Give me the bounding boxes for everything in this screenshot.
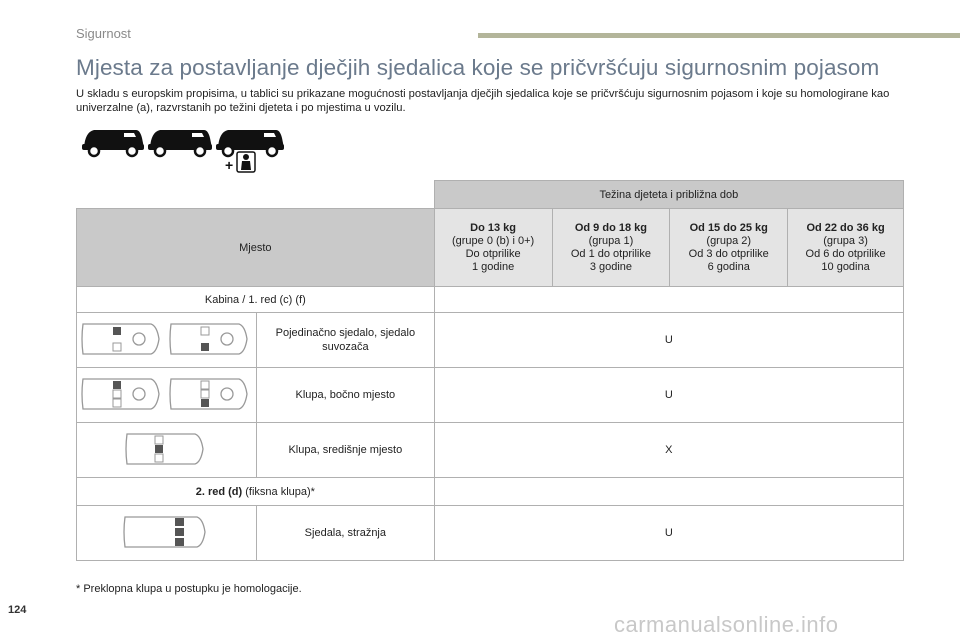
seat-diagram-cell [77, 313, 257, 368]
seat-diagram-bench-center [77, 424, 255, 474]
van-short-icon [82, 130, 144, 156]
page-title: Mjesta za postavljanje dječjih sjedalica koje se pričvršćuju sigurnosnim pojasom [76, 55, 880, 80]
table-blank-corner [77, 181, 435, 209]
weight-col-4: Od 22 do 36 kg (grupa 3) Od 6 do otprilike 10 godina [788, 209, 904, 287]
watermark: carmanualsonline.info [614, 612, 839, 637]
intro-paragraph: U skladu s europskim propisima, u tablici su prikazane mogućnosti postavljanja dječjih sjedalica koje se pričvršćuju sigurnosnim pojasom i koje su homologirane kao univerzalne (a), razvrstanih po težini djeteta i po mjestima u vozilu. [76, 88, 890, 114]
row-section-second-empty [434, 478, 903, 506]
seat-diagram-front-single [77, 314, 255, 364]
van-illustrations [80, 124, 290, 180]
passenger-seat-icon [237, 152, 255, 172]
footnote: * Preklopna klupa u postupku je homologacije. [76, 583, 302, 595]
plus-sign: + [225, 157, 234, 173]
seat-diagram-bench-side [77, 369, 255, 419]
seat-value-cell: U [434, 368, 903, 423]
section-rule [478, 33, 960, 38]
seat-diagram-rear [77, 507, 255, 557]
row-section-second: 2. red (d) (fiksna klupa)* [77, 478, 435, 506]
seat-description: Klupa, središnje mjesto [256, 423, 434, 478]
seat-diagram-cell [77, 423, 257, 478]
seat-diagram-cell [77, 506, 257, 561]
section-label: Sigurnost [76, 26, 131, 41]
seat-value-cell: U [434, 506, 903, 561]
weight-group-header: Težina djeteta i približna dob [434, 181, 903, 209]
seat-description: Klupa, bočno mjesto [256, 368, 434, 423]
van-medium-icon [148, 130, 212, 156]
child-seat-table [76, 180, 904, 561]
seat-description: Sjedala, stražnja [256, 506, 434, 561]
page-number: 124 [8, 604, 27, 616]
seat-value-cell: X [434, 423, 903, 478]
weight-col-2: Od 9 do 18 kg (grupa 1) Od 1 do otprilike 3 godine [552, 209, 670, 287]
seat-diagram-cell [77, 368, 257, 423]
weight-col-3: Od 15 do 25 kg (grupa 2) Od 3 do otprilike 6 godina [670, 209, 788, 287]
seat-value-cell: U [434, 313, 903, 368]
place-header: Mjesto [77, 209, 435, 287]
seat-description: Pojedinačno sjedalo, sjedalo suvozača [256, 313, 434, 368]
row-section-cabin-empty [434, 287, 903, 313]
weight-col-1: Do 13 kg (grupe 0 (b) i 0+) Do otprilike 1 godine [434, 209, 552, 287]
row-section-cabin: Kabina / 1. red (c) (f) [77, 287, 435, 313]
